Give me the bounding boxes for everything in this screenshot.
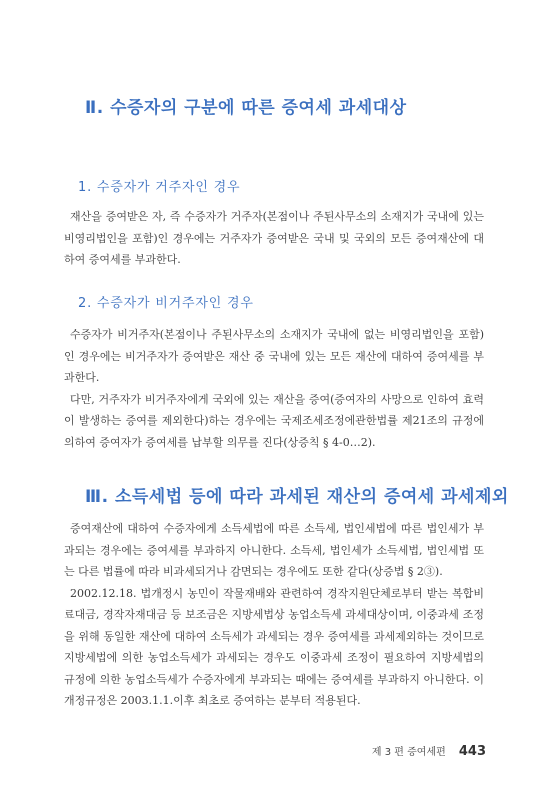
- section-2-2-title: 2. 수증자가 비거주자인 경우: [78, 296, 254, 311]
- paragraph: 재산을 증여받은 자, 즉 수증자가 거주자(본점이나 주된사무소의 소재지가 국내에 있는 비영리법인을 포함)인 경우에는 거주자가 증여받은 국내 및 국외의 모든 증여재산에 대하여 증여세를 부과한다.: [64, 210, 484, 266]
- section-3-title: Ⅲ. 소득세법 등에 따라 과세된 재산의 증여세 과세제외: [85, 487, 509, 507]
- section-2-2-body: [64, 324, 484, 453]
- page-number: 443: [458, 744, 486, 759]
- page-footer: [372, 740, 486, 759]
- paragraph: 2002.12.18. 법개정시 농민이 작물재배와 관련하여 경작지원단체로부터 받는 복합비료대금, 경작자재대금 등 보조금은 지방세법상 농업소득세 과세대상이며, 이중과세 조정을 위해 동일한 재산에 대하여 소득세가 과세되는 경우 증여세를 과세제외하는 것이므로 지방세법에 의한 농업소득세가 과세되는 경우도 이중과세 조정이 필요하여 지방세법의 규정에 의한 농업소득세가 수증자에게 부과되는 때에는 증여세를 부과하지 아니한다. 이 개정규정은 2003.1.1.이후 최초로 증여하는 분부터 적용된다.: [64, 586, 484, 707]
- paragraph: 수증자가 비거주자(본점이나 주된사무소의 소재지가 국내에 없는 비영리법인을 포함)인 경우에는 비거주자가 증여받은 재산 중 국내에 있는 모든 재산에 대하여 증여세를 부과한다.: [64, 328, 484, 384]
- paragraph: 증여재산에 대하여 수증자에게 소득세법에 따른 소득세, 법인세법에 따른 법인세가 부과되는 경우에는 증여세를 부과하지 아니한다. 소득세, 법인세가 소득세법, 법인세법 또는 다른 법률에 따라 비과세되거나 감면되는 경우에도 또한 같다(상증법 § 2③).: [64, 522, 484, 578]
- section-2-title: Ⅱ. 수증자의 구분에 따른 증여세 과세대상: [85, 98, 407, 118]
- footer-section-label: 제 3 편 증여세편: [371, 747, 446, 758]
- section-2-1-title: 1. 수증자가 거주자인 경우: [78, 180, 241, 195]
- section-3-body: [64, 518, 484, 712]
- section-2-1-body: [64, 206, 484, 271]
- paragraph: 다만, 거주자가 비거주자에게 국외에 있는 재산을 증여(증여자의 사망으로 인하여 효력이 발생하는 증여를 제외한다)하는 경우에는 국제조세조정에관한법률 제21조의 규정에 의하여 증여자가 증여세를 납부할 의무를 진다(상증칙 § 4-0…2).: [64, 392, 484, 449]
